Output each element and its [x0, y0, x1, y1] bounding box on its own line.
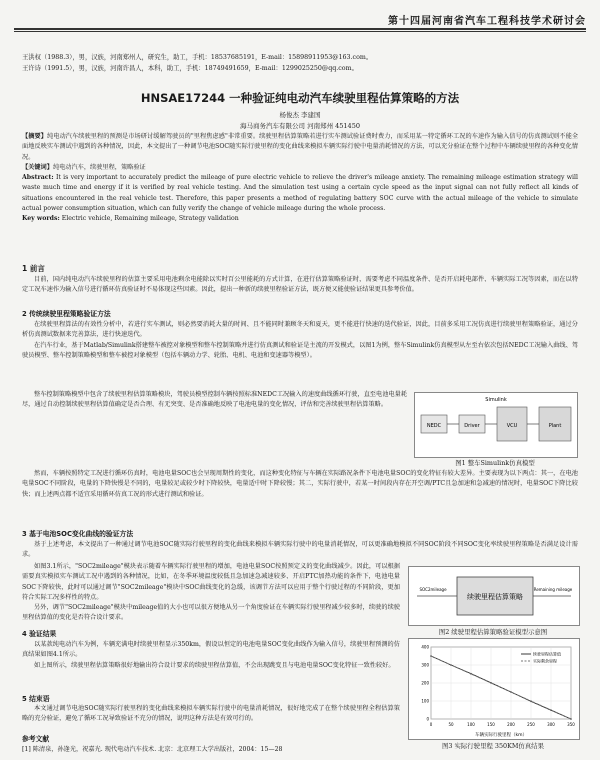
section-4-paragraph-1: 以某款纯电动汽车为例，车辆充满电时续驶里程显示350km，假设以恒定的电池电量SOC变化曲线作为输入信号，续驶里程预测的仿真结果如图4.1所示。	[22, 641, 400, 659]
data-point	[450, 664, 452, 666]
section-1-paragraph: 目前，国内纯电动汽车续驶里程的估算主要采用电池剩余电能除以实时百公里能耗的方式计算，在进行估算策略验证时，需要考虑不同温度条件、是否开启耗电部件、车辆实际工况等因素，而在以特定工况车速作为输入信号进行循环仿真验证时不易体现这些因素。因此，提出一种新的续驶里程验证方法，既方便又能使验证结果更具参考价值。	[22, 276, 578, 294]
keywords-en-label: Key words:	[22, 215, 60, 223]
section-3-paragraph-2: 如图3.1所示，"SOC2mileage"模块表示随着车辆实际行驶里程的增加，电池电量SOC按照预定义的变化曲线减少。因此，可以根据需要真实模拟实车测试工况中遇到的各种情况，比如，在冬季环境温度较低且急加速急减速较多、开启PTC加热功能的条件下，电池电量SOC下降较快，此时可以通过调节"SOC2mileage"模块中SOC曲线变化的急缓，该调节方法可以应用于整个行驶过程的不同阶段，更加符合实际工况多样性的特点。	[22, 563, 400, 601]
x-tick-label: 350	[567, 722, 575, 727]
x-tick-label: 150	[487, 722, 495, 727]
x-tick-label: 0	[429, 722, 433, 727]
section-2-paragraph-3: 整车控制策略模型中包含了续驶里程估算策略模块，驾驶员模型控制车辆按照标准NEDC工况输入的速度曲线循环行驶，直至电池电量耗尽，通过自动控制续驶里程估算值确定是否合理、有无突变、是否准确地反映了电池电量的变化情况，评估和完善续驶里程估算策略。	[22, 391, 407, 409]
section-1-heading: 1 前言	[22, 264, 45, 273]
abstract-block	[22, 132, 578, 225]
fig1-block-4-label: Plant	[548, 423, 562, 429]
section-2-paragraph-4: 然而，车辆按照特定工况进行循环仿真时，电池电量SOC也会呈现周期性的变化，而这种变化特征与车辆在实际路况条件下电池电量SOC的变化特征有较大差异。主要表现为以下两点：其一，在电池电量SOC不同阶段，电量的下降快慢是不同的，电量较足或较少时下降较快，电量适中时下降较慢；其二，实际行驶中，若某一时间段内存在开空调/PTC且急加速和急减速的情况时，电量SOC下降比较快；而上述两点都不适宜采用循环仿真工况的形式进行测试和验证。	[22, 470, 578, 498]
data-point	[570, 718, 572, 720]
section-4-paragraph-2: 如上图所示，续驶里程估算策略很好地输出符合设计要求的续驶里程估算值，不会出现跳变且与电池电量SOC变化特征一致性较好。	[34, 661, 395, 669]
section-3-paragraph-1: 基于上述考虑，本文提出了一种通过调节电池SOC随实际行驶里程的变化曲线来模拟车辆实际行驶中的电量消耗情况，可以更准确地模拟不同SOC阶段不同SOC变化率续驶里程策略是否满足设计需求。	[22, 541, 578, 559]
fig2-left-label: SOC2mileage	[419, 587, 447, 592]
section-3-text-b	[22, 562, 400, 624]
section-2-text-b	[22, 390, 407, 411]
data-point	[510, 691, 512, 693]
data-point	[470, 673, 472, 675]
keywords-cn-label: 【关键词】	[22, 163, 53, 171]
fig2-center-label: 续驶里程估算策略	[467, 593, 523, 601]
section-2-paragraph-1: 在续驶里程算法的有效性分析中，若进行实车测试，则必然要消耗大量的时间、且不能同时兼顾冬天和夏天，更不能进行快速的迭代验证，因此，目前多采用工况仿真进行续驶里程策略验证，通过分析仿真测试数据来完善算法，进行快速迭代。	[22, 321, 578, 339]
x-tick-label: 100	[467, 722, 475, 727]
keywords-cn: 纯电动汽车，续驶里程，策略验证	[52, 163, 146, 171]
y-tick-label: 100	[421, 698, 429, 704]
data-point	[490, 682, 492, 684]
y-tick-label: 400	[421, 644, 429, 650]
figure-3-chart	[408, 638, 580, 740]
abstract-en: It is very important to accurately predict the mileage of pure electric vehicle to relieve the driver's mileage anxiety. The remaining mileage estimation strategy will waste much time and energy if it is verified by real vehicle testing. And the simulation test using a certain cycle speed as the input signal can not fully reflect all kinds of situations encountered in the real vehicle test. Therefore, this paper presents a method of regulating battery SOC curve with the actual mileage of the vehicle to simulate actual power consumption situation, which can fully verify the change of vehicle mileage during the whole process.	[22, 174, 578, 213]
y-tick-label: 200	[421, 680, 429, 686]
fig2-right-label: Remaining mileage	[533, 587, 573, 592]
figure-2-diagram	[409, 567, 579, 625]
figure-1-diagram	[415, 393, 577, 457]
figure-1-caption: 图1 整车Simulink仿真模型	[455, 459, 535, 467]
keywords-en: Electric vehicle, Remaining mileage, Strategy validation	[61, 215, 239, 223]
legend-label: 续驶里程估算值	[533, 651, 561, 657]
affiliation: 海马商务汽车有限公司 河南郑州 451450	[240, 122, 360, 130]
x-tick-label: 250	[527, 722, 535, 727]
x-axis-label: 车辆实际行驶里程（km）	[475, 733, 527, 738]
header-rule-thin	[14, 31, 586, 32]
abstract-en-label: Abstract:	[22, 174, 54, 182]
references-heading: 参考文献	[22, 735, 50, 743]
section-1-text	[22, 275, 578, 296]
journal-header: 第十四届河南省汽车工程科技学术研讨会	[388, 16, 586, 27]
header-rule	[14, 28, 586, 30]
section-5-paragraph: 本文通过调节电池SOC随实际行驶里程的变化曲线来模拟车辆实际行驶中的电量消耗情况，很好地完成了在整个续驶里程全程估算策略的充分验证，避免了循环工况导致验证不充分的情况，说明这种方法是有效可行的。	[22, 705, 400, 723]
abstract-cn-label: 【摘要】	[22, 133, 48, 140]
section-2-text-c	[22, 469, 578, 500]
section-5-heading: 5 结束语	[22, 695, 50, 703]
section-3-heading: 3 基于电池SOC变化曲线的验证方法	[22, 530, 134, 538]
chart-svg	[409, 639, 579, 739]
author-info-1: 王洪权（1988.3），男，汉族，河南郑州人，研究生，助工，手机：18537685191，E-mail：15898911953@163.com。	[22, 54, 373, 61]
figure-2	[408, 566, 580, 626]
author-info-2: 王许诗（1991.5），男，汉族，河南许昌人，本科，助工，手机：18749491659，E-mail：1299025250@qq.com。	[22, 65, 358, 72]
x-tick-label: 50	[448, 722, 454, 727]
abstract-cn: 纯电动汽车续驶里程的预测是市场研讨缓解驾驶员的"里程焦虑感"非常重要。续驶里程估算策略若进行实车测试验证费时费力，而采用某一特定循环工况的车速作为输入信号的仿真测试则不能全面地反映实车测试中遇到的各种情况，因此，本文提出了一种调节电池SOC随实际行驶里程的变化曲线来模拟车辆实际行驶中电量消耗情况的方法，可以充分验证在整个过程中车辆续驶里程的各种变化情况。	[22, 133, 579, 161]
legend-label: 实际剩余里程	[533, 658, 557, 664]
fig1-box-label: Simulink	[485, 397, 507, 403]
fig1-block-3-label: VCU	[506, 423, 518, 429]
data-point	[530, 700, 532, 702]
figure-3-caption: 图3 实际行驶里程 350KM仿真结果	[442, 742, 544, 750]
x-tick-label: 200	[507, 722, 515, 727]
section-2-paragraph-2: 在汽车行业，基于Matlab/Simulink搭建整车被控对象模型和整车控制策略并进行仿真测试和验证是主流的开发模式，以图1为例，整车Simulink仿真模型从左至右依次包括NEDC工况输入曲线、驾驶员模型、整车控制策略模型和整车被控对象模型（包括车辆动力学、轮胎、电机、电池和变速器等模型）。	[22, 341, 578, 359]
figure-2-caption: 图2 续驶里程估算策略验证模型示意图	[438, 628, 548, 636]
figure-1	[414, 392, 578, 458]
y-tick-label: 0	[426, 716, 429, 722]
y-tick-label: 300	[421, 662, 429, 668]
data-point	[430, 655, 432, 657]
reference-1: [1] 陈清泉，孙逢光，祝嘉光. 现代电动汽车技术. 北京：北京理工大学出版社，2004：15—28	[22, 746, 283, 753]
section-2-heading: 2 传统续驶里程策略验证方法	[22, 310, 111, 318]
section-4-heading: 4 验证结果	[22, 630, 57, 638]
fig1-block-2-label: Driver	[464, 423, 480, 429]
data-point	[550, 709, 552, 711]
section-2-text-a	[22, 320, 578, 361]
section-5-text	[22, 704, 400, 725]
x-tick-label: 300	[547, 722, 555, 727]
section-4-text	[22, 640, 400, 671]
fig1-block-1-label: NEDC	[426, 423, 442, 429]
section-3-text-a	[22, 540, 578, 561]
author-names: 杨俊杰 李建国	[279, 111, 321, 119]
section-3-paragraph-3: 另外，调节"SOC2mileage"模块中mileage值的大小也可以很方便地从另一个角度验证在车辆实际行驶里程减少较多时，续驶的续驶里程估算值的变化是否符合设计要求。	[22, 604, 400, 622]
paper-title: HNSAE17244 一种验证纯电动汽车续驶里程估算策略的方法	[140, 91, 460, 105]
